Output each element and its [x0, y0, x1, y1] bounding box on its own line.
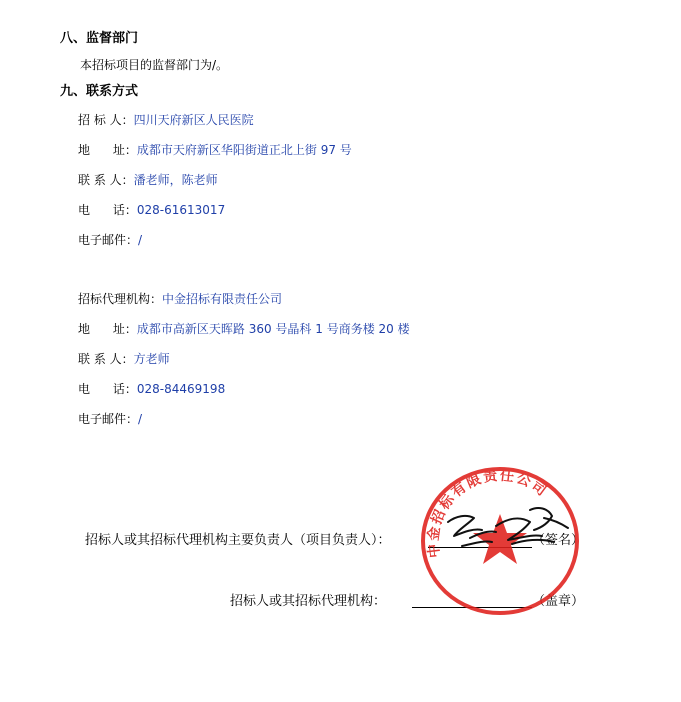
agency-phone: 028-84469198	[136, 382, 226, 396]
supervision-text: 本招标项目的监督部门为/。	[80, 58, 229, 72]
tenderer-contact-row	[78, 171, 218, 188]
org-seal-label: 招标人或其招标代理机构：	[230, 594, 387, 609]
org-seal-suffix: （盖章）	[532, 594, 585, 609]
agency-phone-label: 电 话：	[78, 382, 137, 396]
seal-star-icon	[473, 514, 527, 564]
agency-email-row	[78, 410, 142, 427]
tenderer-contact: 潘老师，陈老师	[133, 173, 218, 187]
tenderer-name-label: 招 标 人：	[78, 113, 134, 127]
section-9-heading: 九、联系方式	[60, 84, 139, 99]
agency-email-label: 电子邮件：	[78, 412, 139, 426]
tenderer-phone-row	[78, 201, 225, 218]
tenderer-phone: 028-61613017	[136, 203, 226, 217]
company-seal	[412, 466, 588, 616]
tenderer-address-label: 地 址：	[78, 143, 137, 157]
section-8-heading: 八、监督部门	[60, 31, 139, 46]
tenderer-email-row	[78, 231, 142, 248]
tenderer-email-label: 电子邮件：	[78, 233, 139, 247]
agency-contact: 方老师	[133, 352, 170, 366]
agency-name-row	[78, 290, 282, 307]
agency-address-label: 地 址：	[78, 322, 137, 336]
agency-contact-row	[78, 350, 170, 367]
principal-signature-suffix: （签名）	[532, 533, 585, 548]
agency-address: 成都市高新区天晖路 360 号晶科 1 号商务楼 20 楼	[136, 322, 410, 336]
principal-signature-label: 招标人或其招标代理机构主要负责人（项目负责人）：	[85, 533, 391, 548]
handwritten-signature	[448, 508, 568, 546]
agency-phone-row	[78, 380, 225, 397]
agency-contact-label: 联 系 人：	[78, 352, 134, 366]
tenderer-contact-label: 联 系 人：	[78, 173, 134, 187]
tenderer-address: 成都市天府新区华阳街道正北上街 97 号	[136, 143, 352, 157]
seal-text: 中金招标有限责任公司	[425, 467, 551, 559]
agency-email: /	[138, 412, 143, 426]
agency-address-row	[78, 320, 410, 337]
tenderer-email: /	[138, 233, 143, 247]
tenderer-name-row	[78, 111, 254, 128]
tenderer-phone-label: 电 话：	[78, 203, 137, 217]
agency-name: 中金招标有限责任公司	[162, 292, 283, 306]
tenderer-name: 四川天府新区人民医院	[133, 113, 254, 127]
agency-name-label: 招标代理机构：	[78, 292, 163, 306]
tenderer-address-row	[78, 141, 352, 158]
